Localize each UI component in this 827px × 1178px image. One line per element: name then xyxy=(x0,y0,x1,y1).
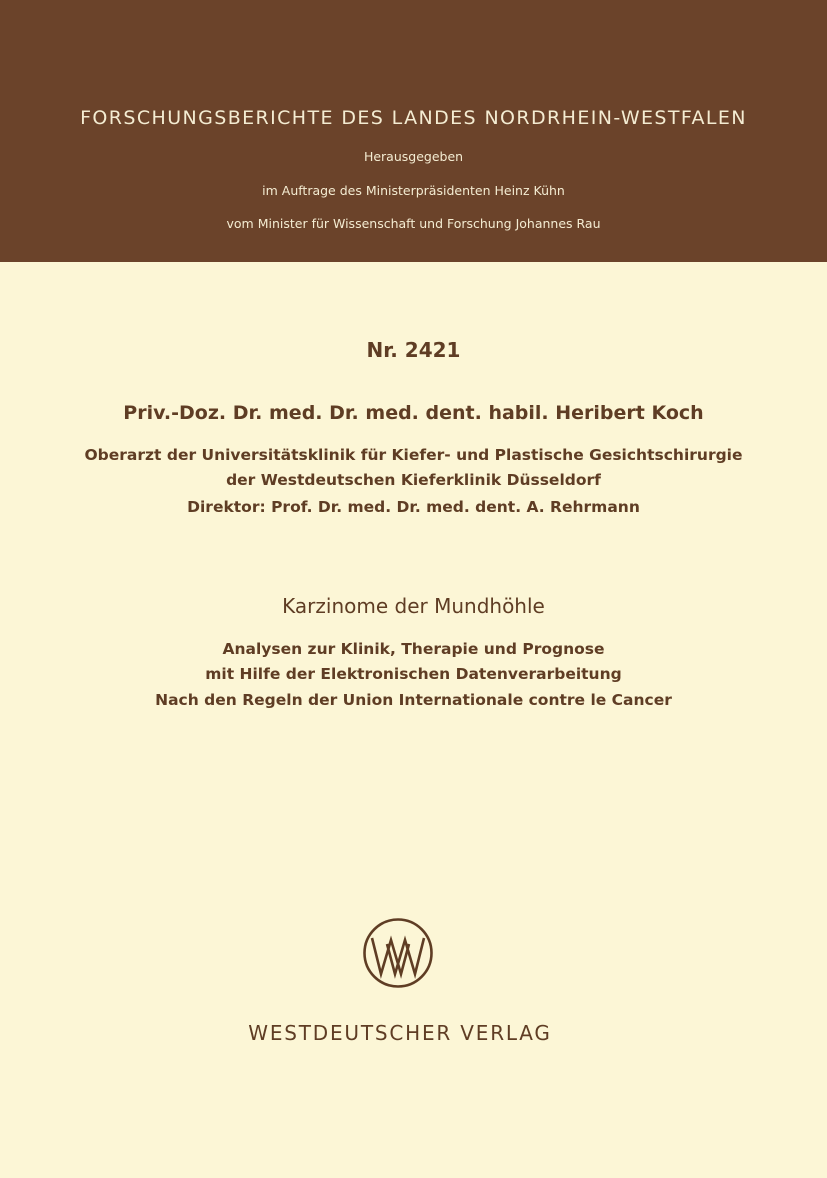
subtitle-line-3: Nach den Regeln der Union Internationale contre le Cancer xyxy=(155,691,672,709)
author-affiliation-3: Direktor: Prof. Dr. med. Dr. med. dent. A. Rehrmann xyxy=(187,498,640,516)
editor-line-herausgegeben: Herausgegeben xyxy=(363,149,464,164)
editor-line-ministerpraesident: im Auftrage des Ministerpräsidenten Heinz Kühn xyxy=(262,183,565,198)
author-affiliation-1: Oberarzt der Universitätsklinik für Kiefer- und Plastische Gesichtschirurgie xyxy=(84,446,743,464)
subtitle-line-2: mit Hilfe der Elektronischen Datenverarbeitung xyxy=(205,665,622,683)
book-title: Karzinome der Mundhöhle xyxy=(282,594,545,618)
header-banner xyxy=(0,0,827,262)
author-name: Priv.-Doz. Dr. med. Dr. med. dent. habil. Heribert Koch xyxy=(123,402,704,424)
series-title: FORSCHUNGSBERICHTE DES LANDES NORDRHEIN-WESTFALEN xyxy=(80,107,747,129)
editor-line-minister: vom Minister für Wissenschaft und Forschung Johannes Rau xyxy=(226,216,601,231)
ww-publisher-logo-icon xyxy=(362,917,434,989)
report-number: Nr. 2421 xyxy=(366,338,461,362)
publisher-name: WESTDEUTSCHER VERLAG xyxy=(248,1021,552,1045)
author-affiliation-2: der Westdeutschen Kieferklinik Düsseldorf xyxy=(226,471,601,489)
subtitle-line-1: Analysen zur Klinik, Therapie und Prognose xyxy=(222,640,605,658)
